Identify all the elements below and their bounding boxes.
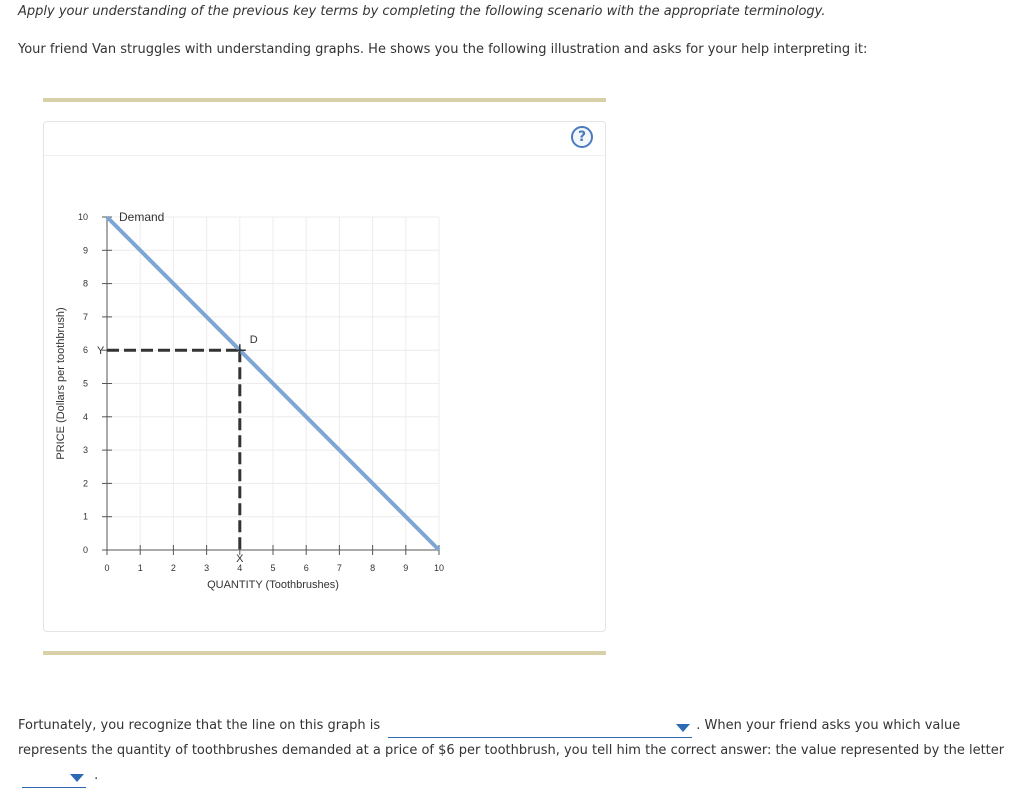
- bottom-divider: [43, 651, 606, 655]
- y-tick-label: 2: [82, 478, 88, 489]
- top-divider: [43, 98, 606, 102]
- y-tick-label: 10: [77, 212, 88, 222]
- guide-label-y: Y: [97, 345, 105, 358]
- demand-series-label: Demand: [119, 210, 165, 224]
- x-tick-label: 1: [137, 563, 143, 573]
- y-tick-label: 9: [82, 245, 88, 256]
- x-tick-label: 4: [237, 563, 243, 573]
- point-label: D: [249, 334, 258, 347]
- demand-chart: [44, 122, 605, 631]
- y-tick-label: 6: [82, 345, 88, 356]
- x-tick-label: 5: [270, 563, 276, 573]
- y-tick-label: 7: [82, 311, 88, 322]
- question-part-2: . When your friend asks you which value represents the quantity of toothbrushes demanded at a price of $6 per toothbrush, you tell him the correct answer: the value represented by the letter: [18, 718, 1005, 758]
- y-axis-label: PRICE (Dollars per toothbrush): [55, 307, 67, 460]
- x-tick-label: 3: [204, 563, 210, 573]
- y-tick-label: 4: [82, 411, 88, 422]
- y-tick-label: 5: [82, 378, 88, 389]
- chevron-down-icon: [676, 724, 690, 732]
- y-tick-label: 1: [82, 511, 88, 522]
- graph-panel: [43, 121, 606, 632]
- y-tick-label: 8: [82, 278, 88, 289]
- x-tick-label: 10: [433, 563, 445, 573]
- y-tick-label: 3: [82, 445, 88, 456]
- help-icon[interactable]: ?: [571, 126, 593, 148]
- question-part-1: Fortunately, you recognize that the line on this graph is: [18, 718, 381, 733]
- x-tick-label: 7: [336, 563, 342, 573]
- x-axis-label: QUANTITY (Toothbrushes): [207, 579, 339, 591]
- x-tick-label: 0: [104, 563, 110, 573]
- question-text: [18, 713, 1008, 788]
- y-tick-label: 0: [82, 545, 88, 555]
- guide-label-x: X: [236, 553, 244, 565]
- x-tick-label: 8: [370, 563, 376, 573]
- question-part-3: .: [94, 768, 99, 783]
- instruction-text: Apply your understanding of the previous key terms by completing the following scenario with the appropriate terminology.: [18, 4, 826, 19]
- line-type-dropdown[interactable]: [388, 717, 692, 738]
- intro-text: Your friend Van struggles with understanding graphs. He shows you the following illustration and asks for your help interpreting it:: [18, 42, 868, 57]
- letter-dropdown[interactable]: [22, 767, 86, 788]
- x-tick-label: 9: [403, 563, 409, 573]
- x-tick-label: 2: [170, 563, 176, 573]
- chevron-down-icon: [70, 774, 84, 782]
- x-tick-label: 6: [303, 563, 309, 573]
